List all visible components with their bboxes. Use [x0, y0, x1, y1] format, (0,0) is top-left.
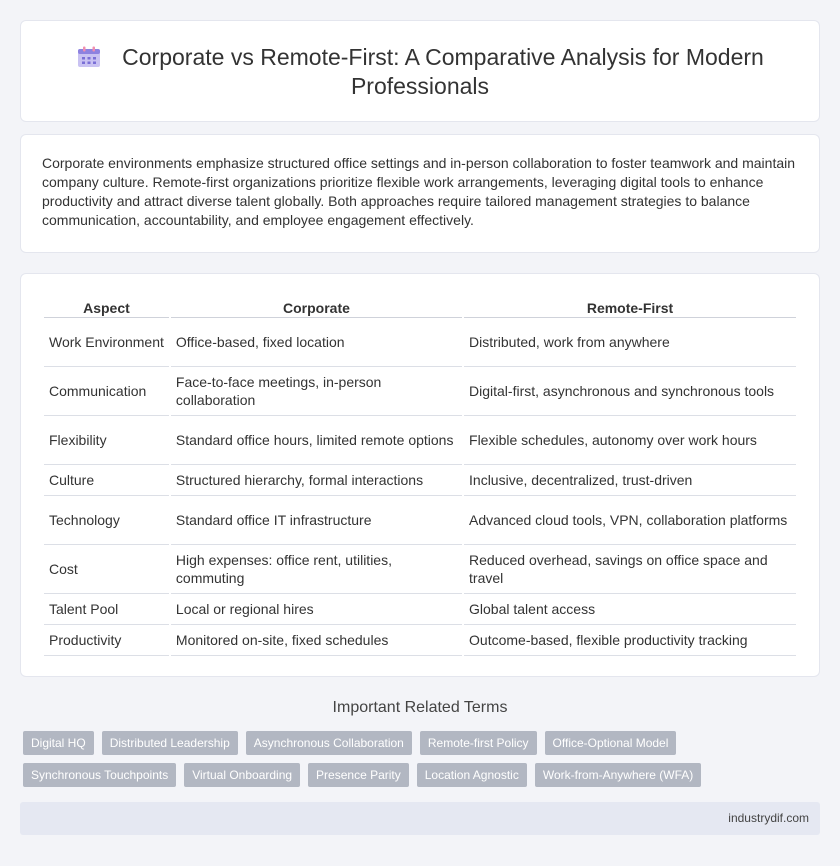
tag[interactable]: Work-from-Anywhere (WFA): [535, 763, 701, 787]
header-card: [20, 20, 820, 122]
table-row: [44, 545, 796, 594]
table-header-row: [44, 295, 796, 318]
cell-aspect: Communication: [44, 367, 169, 416]
cell-aspect: Talent Pool: [44, 594, 169, 625]
table-row: [44, 416, 796, 465]
cell-aspect: Work Environment: [44, 318, 169, 367]
cell-remote-first: Inclusive, decentralized, trust-driven: [464, 465, 796, 496]
cell-remote-first: Outcome-based, flexible productivity tracking: [464, 625, 796, 656]
footer-site-link[interactable]: industrydif.com: [728, 811, 809, 825]
cell-remote-first: Distributed, work from anywhere: [464, 318, 796, 367]
comparison-table-card: [20, 273, 820, 677]
tag[interactable]: Presence Parity: [308, 763, 409, 787]
footer: [20, 802, 820, 835]
tag[interactable]: Location Agnostic: [417, 763, 527, 787]
title-text: Corporate vs Remote-First: A Comparative Analysis for Modern Professionals: [122, 44, 764, 99]
tag[interactable]: Synchronous Touchpoints: [23, 763, 176, 787]
table-row: [44, 594, 796, 625]
tag[interactable]: Digital HQ: [23, 731, 94, 755]
tag-row: [23, 731, 823, 755]
cell-aspect: Cost: [44, 545, 169, 594]
calendar-icon: [76, 46, 102, 68]
summary-card: [20, 134, 820, 253]
cell-aspect: Flexibility: [44, 416, 169, 465]
cell-corporate: Face-to-face meetings, in-person collaboration: [171, 367, 462, 416]
cell-corporate: Local or regional hires: [171, 594, 462, 625]
cell-remote-first: Reduced overhead, savings on office space and travel: [464, 545, 796, 594]
table-row: [44, 496, 796, 545]
related-terms-title: Important Related Terms: [332, 699, 508, 716]
cell-remote-first: Global talent access: [464, 594, 796, 625]
table-row: [44, 625, 796, 656]
summary-text: Corporate environments emphasize structured office settings and in-person collaboration to foster teamwork and maintain company culture. Remote-first organizations prioritize flexible work arrangements, leveraging digital tools to enhance productivity and attract diverse talent globally. Both approaches require tailored management strategies to balance communication, accountability, and employee engagement effectively.: [42, 155, 796, 228]
cell-aspect: Culture: [44, 465, 169, 496]
header-corporate: Corporate: [171, 295, 462, 318]
tag[interactable]: Virtual Onboarding: [184, 763, 300, 787]
tag-row: [23, 763, 823, 787]
cell-corporate: High expenses: office rent, utilities, commuting: [171, 545, 462, 594]
tag[interactable]: Office-Optional Model: [545, 731, 677, 755]
page-title: [21, 43, 819, 101]
header-aspect: Aspect: [44, 295, 169, 318]
cell-corporate: Monitored on-site, fixed schedules: [171, 625, 462, 656]
table-row: [44, 367, 796, 416]
cell-remote-first: Flexible schedules, autonomy over work hours: [464, 416, 796, 465]
cell-corporate: Structured hierarchy, formal interactions: [171, 465, 462, 496]
cell-corporate: Standard office IT infrastructure: [171, 496, 462, 545]
cell-remote-first: Advanced cloud tools, VPN, collaboration platforms: [464, 496, 796, 545]
cell-corporate: Office-based, fixed location: [171, 318, 462, 367]
cell-corporate: Standard office hours, limited remote options: [171, 416, 462, 465]
cell-remote-first: Digital-first, asynchronous and synchronous tools: [464, 367, 796, 416]
header-remote-first: Remote-First: [464, 295, 796, 318]
comparison-table: [42, 295, 798, 656]
tag[interactable]: Asynchronous Collaboration: [246, 731, 412, 755]
table-row: [44, 465, 796, 496]
tag[interactable]: Distributed Leadership: [102, 731, 238, 755]
table-row: [44, 318, 796, 367]
tag[interactable]: Remote-first Policy: [420, 731, 537, 755]
cell-aspect: Productivity: [44, 625, 169, 656]
related-terms-tags: [23, 731, 823, 795]
cell-aspect: Technology: [44, 496, 169, 545]
